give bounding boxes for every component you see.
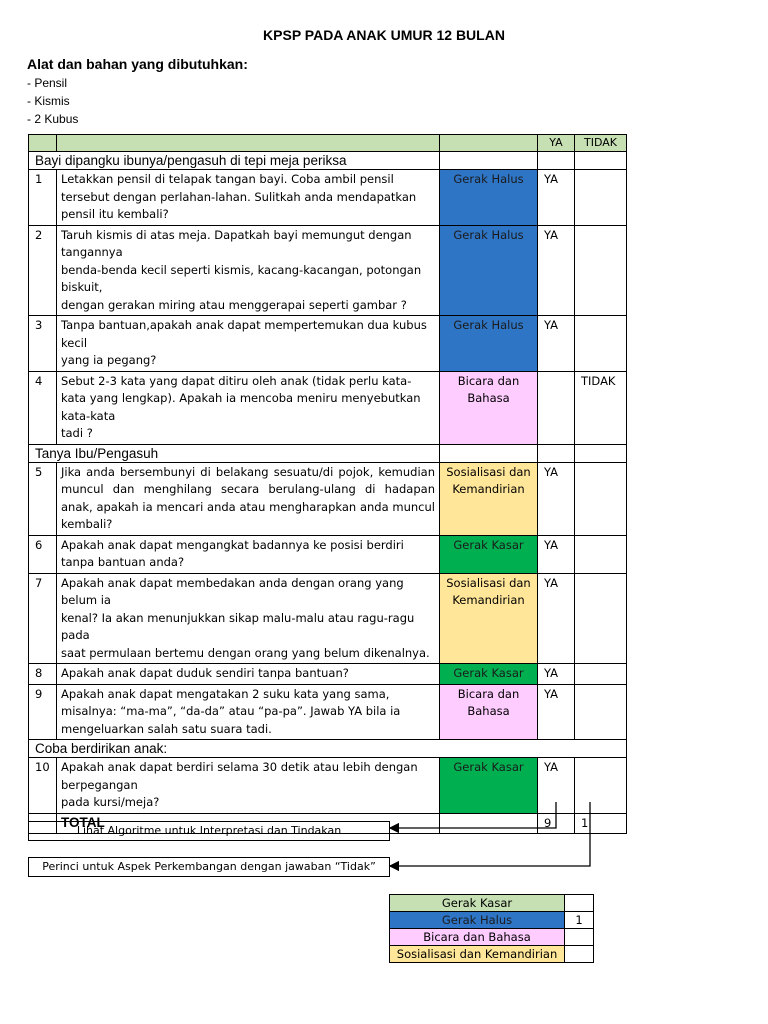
aspect-cell: Bicara dan Bahasa xyxy=(440,371,538,444)
row-number: 6 xyxy=(29,535,57,573)
legend-label: Gerak Halus xyxy=(390,912,565,929)
legend-value: 1 xyxy=(565,912,594,929)
answer-ya[interactable] xyxy=(538,371,575,444)
total-tidak: 1 xyxy=(575,813,627,834)
aspect-cell: Bicara dan Bahasa xyxy=(440,684,538,740)
section-row xyxy=(29,444,627,462)
aspect-cell: Gerak Halus xyxy=(440,170,538,226)
answer-ya[interactable]: YA xyxy=(538,664,575,685)
materials-heading: Alat dan bahan yang dibutuhkan: xyxy=(27,56,248,72)
row-number: 5 xyxy=(29,462,57,535)
row-number: 2 xyxy=(29,225,57,316)
answer-tidak[interactable] xyxy=(575,573,627,664)
table-row xyxy=(29,462,627,535)
header-tidak: TIDAK xyxy=(575,135,627,152)
legend-row xyxy=(390,946,594,963)
answer-tidak[interactable] xyxy=(575,535,627,573)
legend-row xyxy=(390,895,594,912)
aspect-cell: Gerak Halus xyxy=(440,316,538,372)
aspect-cell: Gerak Halus xyxy=(440,225,538,316)
legend-value xyxy=(565,929,594,946)
legend-label: Sosialisasi dan Kemandirian xyxy=(390,946,565,963)
answer-tidak[interactable] xyxy=(575,664,627,685)
aspect-cell: Sosialisasi dan Kemandirian xyxy=(440,462,538,535)
table-row xyxy=(29,758,627,814)
table-row xyxy=(29,573,627,664)
aspect-cell: Gerak Kasar xyxy=(440,664,538,685)
aspect-cell: Sosialisasi dan Kemandirian xyxy=(440,573,538,664)
answer-tidak[interactable] xyxy=(575,225,627,316)
answer-tidak[interactable] xyxy=(575,170,627,226)
question-text: Taruh kismis di atas meja. Dapatkah bayi memungut dengan tangannya benda-benda kecil seperti kismis, kacang-kacangan, potongan biskuit, dengan gerakan miring atau menggerapai seperti gambar ? xyxy=(57,225,440,316)
row-number: 4 xyxy=(29,371,57,444)
materials-block xyxy=(27,56,248,128)
table-row xyxy=(29,316,627,372)
legend-row xyxy=(390,912,594,929)
answer-tidak[interactable] xyxy=(575,684,627,740)
answer-tidak[interactable] xyxy=(575,758,627,814)
section-title: Bayi dipangku ibunya/pengasuh di tepi meja periksa xyxy=(29,152,440,170)
question-text: Apakah anak dapat berdiri selama 30 detik atau lebih dengan berpegangan pada kursi/meja? xyxy=(57,758,440,814)
row-number: 7 xyxy=(29,573,57,664)
row-number: 1 xyxy=(29,170,57,226)
row-number: 8 xyxy=(29,664,57,685)
page-title: KPSP PADA ANAK UMUR 12 BULAN xyxy=(263,27,505,43)
question-text: Tanpa bantuan,apakah anak dapat mempertemukan dua kubus kecil yang ia pegang? xyxy=(57,316,440,372)
legend-label: Gerak Kasar xyxy=(390,895,565,912)
section-row xyxy=(29,152,627,170)
material-item: - 2 Kubus xyxy=(27,112,79,126)
legend-value xyxy=(565,895,594,912)
answer-tidak[interactable]: TIDAK xyxy=(575,371,627,444)
question-text: Apakah anak dapat membedakan anda dengan orang yang belum ia kenal? Ia akan menunjukkan sikap malu-malu atau ragu-ragu pada saat permulaan bertemu dengan orang yang belum dikenalnya. xyxy=(57,573,440,664)
material-item: - Pensil xyxy=(27,76,68,90)
table-row xyxy=(29,684,627,740)
row-number: 3 xyxy=(29,316,57,372)
algorithm-note: Lihat Algoritme untuk Interpretasi dan Tindakan xyxy=(28,821,390,841)
row-number: 10 xyxy=(29,758,57,814)
header-cell xyxy=(57,135,440,152)
question-text: Sebut 2-3 kata yang dapat ditiru oleh anak (tidak perlu kata-kata yang lengkap). Apakah ia mencoba meniru menyebutkan kata-kata tadi ? xyxy=(57,371,440,444)
section-title: Tanya Ibu/Pengasuh xyxy=(29,444,440,462)
question-text: Apakah anak dapat mengatakan 2 suku kata yang sama, misalnya: “ma-ma”, “da-da” atau “pa-pa”. Jawab YA bila ia mengeluarkan salah satu suara tadi. xyxy=(57,684,440,740)
row-number: 9 xyxy=(29,684,57,740)
answer-ya[interactable]: YA xyxy=(538,758,575,814)
answer-ya[interactable]: YA xyxy=(538,573,575,664)
answer-tidak[interactable] xyxy=(575,462,627,535)
question-text: Apakah anak dapat duduk sendiri tanpa bantuan? xyxy=(57,664,440,685)
answer-ya[interactable]: YA xyxy=(538,535,575,573)
answer-tidak[interactable] xyxy=(575,316,627,372)
table-row xyxy=(29,170,627,226)
material-item: - Kismis xyxy=(27,94,70,108)
table-row xyxy=(29,225,627,316)
aspect-legend xyxy=(389,894,594,963)
header-ya: YA xyxy=(538,135,575,152)
section-row xyxy=(29,740,627,758)
table-row xyxy=(29,664,627,685)
legend-label: Bicara dan Bahasa xyxy=(390,929,565,946)
answer-ya[interactable]: YA xyxy=(538,462,575,535)
kpsp-table xyxy=(28,134,627,834)
header-cell xyxy=(29,135,57,152)
table-row xyxy=(29,371,627,444)
question-text: Letakkan pensil di telapak tangan bayi. Coba ambil pensil tersebut dengan perlahan-lahan. Sulitkah anda mendapatkan pensil itu kembali? xyxy=(57,170,440,226)
answer-ya[interactable]: YA xyxy=(538,684,575,740)
section-title: Coba berdirikan anak: xyxy=(29,740,627,758)
aspect-cell: Gerak Kasar xyxy=(440,758,538,814)
table-header-row xyxy=(29,135,627,152)
details-note: Perinci untuk Aspek Perkembangan dengan jawaban “Tidak” xyxy=(28,857,390,877)
table-row xyxy=(29,535,627,573)
answer-ya[interactable]: YA xyxy=(538,316,575,372)
answer-ya[interactable]: YA xyxy=(538,170,575,226)
answer-ya[interactable]: YA xyxy=(538,225,575,316)
legend-value xyxy=(565,946,594,963)
question-text: Apakah anak dapat mengangkat badannya ke posisi berdiri tanpa bantuan anda? xyxy=(57,535,440,573)
legend-row xyxy=(390,929,594,946)
header-cell xyxy=(440,135,538,152)
total-label: TOTAL xyxy=(57,813,440,834)
question-text: Jika anda bersembunyi di belakang sesuatu/di pojok, kemudian muncul dan menghilang secara berulang-ulang di hadapan anak, apakah ia mencari anda atau mengharapkan anda muncul kembali? xyxy=(57,462,440,535)
aspect-cell: Gerak Kasar xyxy=(440,535,538,573)
total-ya: 9 xyxy=(538,813,575,834)
